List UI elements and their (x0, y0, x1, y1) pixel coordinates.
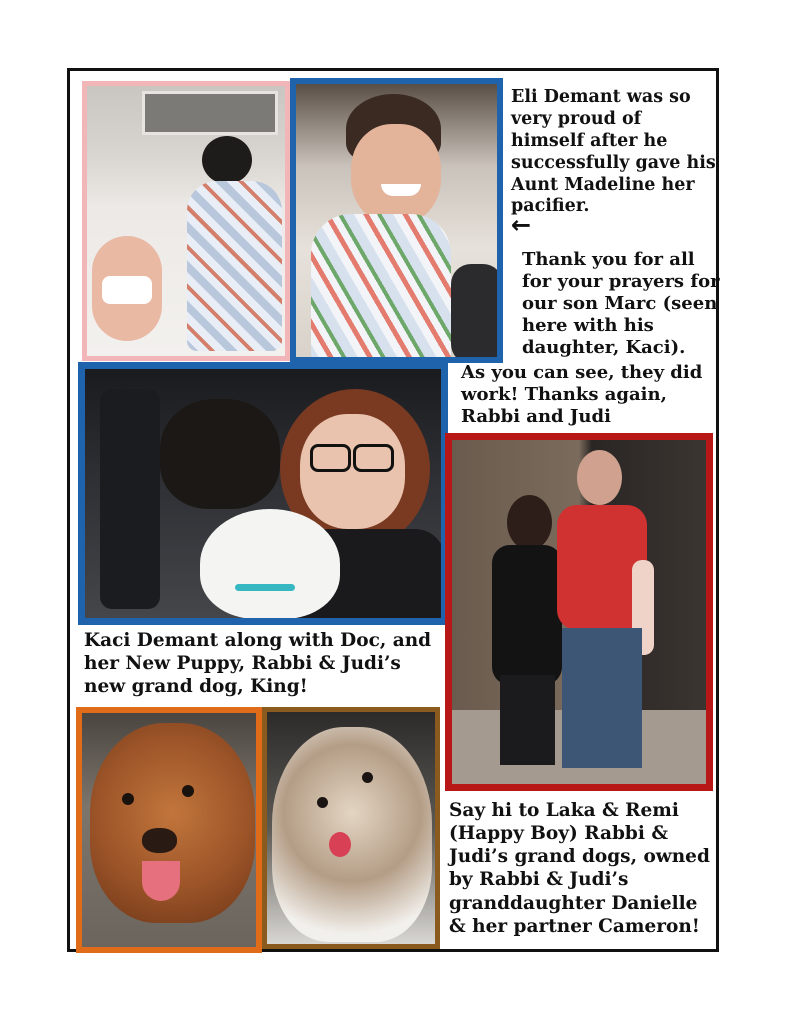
caption-thanks: Thank you for all for your prayers for our son Marc (seen here with his daughter, Kaci). (522, 249, 720, 358)
photo-baby-and-toddler (82, 81, 290, 361)
caption-say-hi: Say hi to Laka & Remi (Happy Boy) Rabbi & Judi’s grand dogs, owned by Rabbi & Judi’s granddaughter Danielle & her partner Cameron! (449, 800, 710, 937)
photo-kaci-with-dogs (78, 362, 448, 625)
photo-laka-doodle (76, 707, 262, 953)
photo-remi-dog (262, 707, 440, 949)
caption-eli: Eli Demant was so very proud of himself after he successfully gave his Aunt Madeline her pacifier. (511, 87, 716, 217)
caption-thanks-continued: As you can see, they did work! Thanks again, Rabbi and Judi (461, 362, 703, 427)
arrow-left-icon: ← (511, 211, 532, 239)
photo-smiling-toddler (290, 78, 503, 363)
photo-marc-and-kaci (445, 433, 713, 791)
newsletter-page (67, 68, 719, 952)
caption-kaci: Kaci Demant along with Doc, and her New Puppy, Rabbi & Judi’s new grand dog, King! (84, 630, 432, 698)
